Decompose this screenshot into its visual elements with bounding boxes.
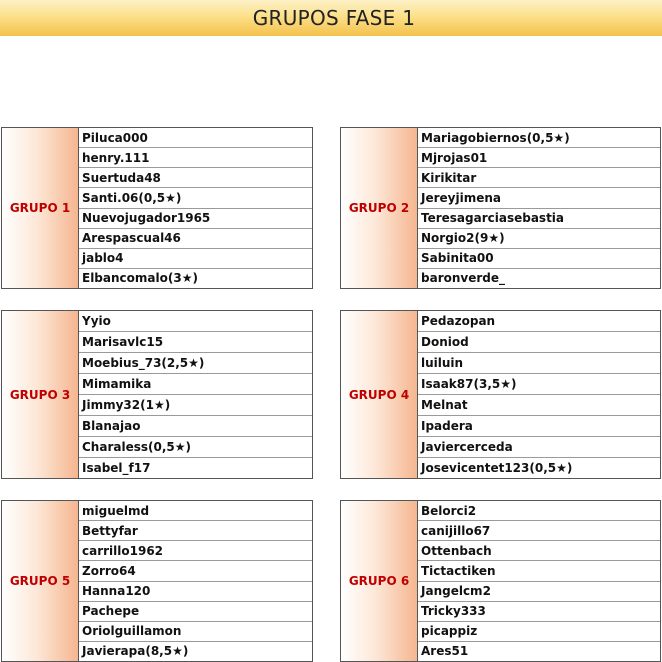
player-row: Jereyjimena	[418, 188, 660, 208]
player-row: jablo4	[79, 249, 312, 269]
player-list	[418, 128, 660, 288]
group-label: GRUPO 4	[341, 311, 418, 478]
player-row: Blanajao	[79, 416, 312, 437]
player-row: Jangelcm2	[418, 582, 660, 602]
player-row: Tictactiken	[418, 561, 660, 581]
player-row: Melnat	[418, 395, 660, 416]
group-6	[340, 500, 661, 662]
player-list	[418, 311, 660, 478]
player-row: carrillo1962	[79, 541, 312, 561]
group-label: GRUPO 2	[341, 128, 418, 288]
player-row: Teresagarciasebastia	[418, 209, 660, 229]
group-3	[1, 310, 313, 479]
player-row: Santi.06(0,5★)	[79, 188, 312, 208]
player-list	[79, 128, 312, 288]
player-row: Pedazopan	[418, 311, 660, 332]
player-row: Bettyfar	[79, 521, 312, 541]
player-row: Ottenbach	[418, 541, 660, 561]
player-list	[418, 501, 660, 661]
player-row: Belorci2	[418, 501, 660, 521]
player-row: Arespascual46	[79, 229, 312, 249]
group-5	[1, 500, 313, 662]
player-row: Mjrojas01	[418, 148, 660, 168]
player-row: canijillo67	[418, 521, 660, 541]
player-list	[79, 311, 312, 478]
player-row: Charaless(0,5★)	[79, 437, 312, 458]
group-label: GRUPO 1	[2, 128, 79, 288]
player-row: Javiercerceda	[418, 437, 660, 458]
player-list	[79, 501, 312, 661]
player-row: Ares51	[421, 644, 469, 659]
player-row: picappiz	[418, 622, 660, 642]
player-row: Josevicentet123(0,5★)	[421, 461, 573, 475]
player-row: Kirikitar	[418, 168, 660, 188]
player-row: Mariagobiernos(0,5★)	[418, 128, 660, 148]
player-row: Elbancomalo(3★)	[82, 271, 198, 286]
player-row: Moebius_73(2,5★)	[79, 353, 312, 374]
player-row: Doniod	[418, 332, 660, 353]
player-row: Hanna120	[79, 582, 312, 602]
player-row: Isaak87(3,5★)	[418, 374, 660, 395]
group-2	[340, 127, 661, 289]
player-row: Suertuda48	[79, 168, 312, 188]
player-row: Tricky333	[418, 602, 660, 622]
player-row: Pachepe	[79, 602, 312, 622]
player-row: Marisavlc15	[79, 332, 312, 353]
group-label: GRUPO 3	[2, 311, 79, 478]
player-row: Piluca000	[79, 128, 312, 148]
player-row: Javierapa(8,5★)	[82, 644, 189, 659]
group-4	[340, 310, 661, 479]
group-1	[1, 127, 313, 289]
player-row: Nuevojugador1965	[79, 209, 312, 229]
player-row: Oriolguillamon	[79, 622, 312, 642]
player-row: baronverde_	[421, 271, 505, 286]
page-title: GRUPOS FASE 1	[252, 6, 416, 30]
player-row: Jimmy32(1★)	[79, 395, 312, 416]
player-row: miguelmd	[79, 501, 312, 521]
player-row: Yyio	[79, 311, 312, 332]
player-row: Mimamika	[79, 374, 312, 395]
player-row: luiluin	[418, 353, 660, 374]
player-row: Norgio2(9★)	[418, 229, 660, 249]
group-label: GRUPO 5	[2, 501, 79, 661]
player-row: Zorro64	[79, 561, 312, 581]
group-label: GRUPO 6	[341, 501, 418, 661]
player-row: henry.111	[79, 148, 312, 168]
player-row: Isabel_f17	[82, 461, 151, 475]
title-bar	[0, 0, 662, 36]
player-row: Ipadera	[418, 416, 660, 437]
player-row: Sabinita00	[418, 249, 660, 269]
